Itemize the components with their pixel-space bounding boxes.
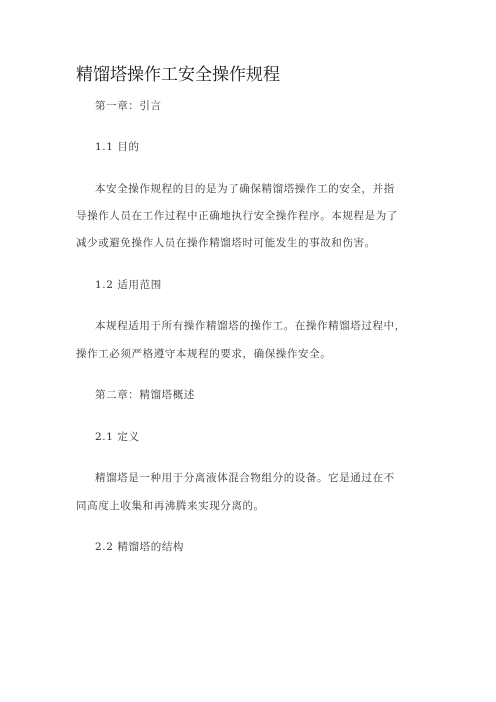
section-1-1-heading: 1.1 目的 <box>95 141 140 153</box>
section-1-2-line-1: 本规程适用于所有操作精馏塔的操作工。在操作精馏塔过程中， <box>95 320 406 332</box>
document-title: 精馏塔操作工安全操作规程 <box>76 65 280 85</box>
chapter-2-heading: 第二章：精馏塔概述 <box>95 389 195 401</box>
section-2-1-heading: 2.1 定义 <box>95 431 140 443</box>
section-2-2-heading: 2.2 精馏塔的结构 <box>95 541 185 553</box>
section-2-1-line-1: 精馏塔是一种用于分离液体混合物组分的设备。它是通过在不 <box>95 472 395 484</box>
section-1-2-heading: 1.2 适用范围 <box>95 279 162 291</box>
section-1-2-line-2: 操作工必须严格遵守本规程的要求，确保操作安全。 <box>76 348 332 360</box>
section-1-1-line-2: 导操作人员在工作过程中正确地执行安全操作程序。本规程是为了 <box>76 210 398 222</box>
section-1-1-line-1: 本安全操作规程的目的是为了确保精馏塔操作工的安全，并指 <box>95 183 395 195</box>
section-1-1-line-3: 减少或避免操作人员在操作精馏塔时可能发生的事故和伤害。 <box>76 237 376 249</box>
chapter-1-heading: 第一章：引言 <box>95 100 162 112</box>
section-2-1-line-2: 同高度上收集和再沸腾来实现分离的。 <box>76 500 265 512</box>
